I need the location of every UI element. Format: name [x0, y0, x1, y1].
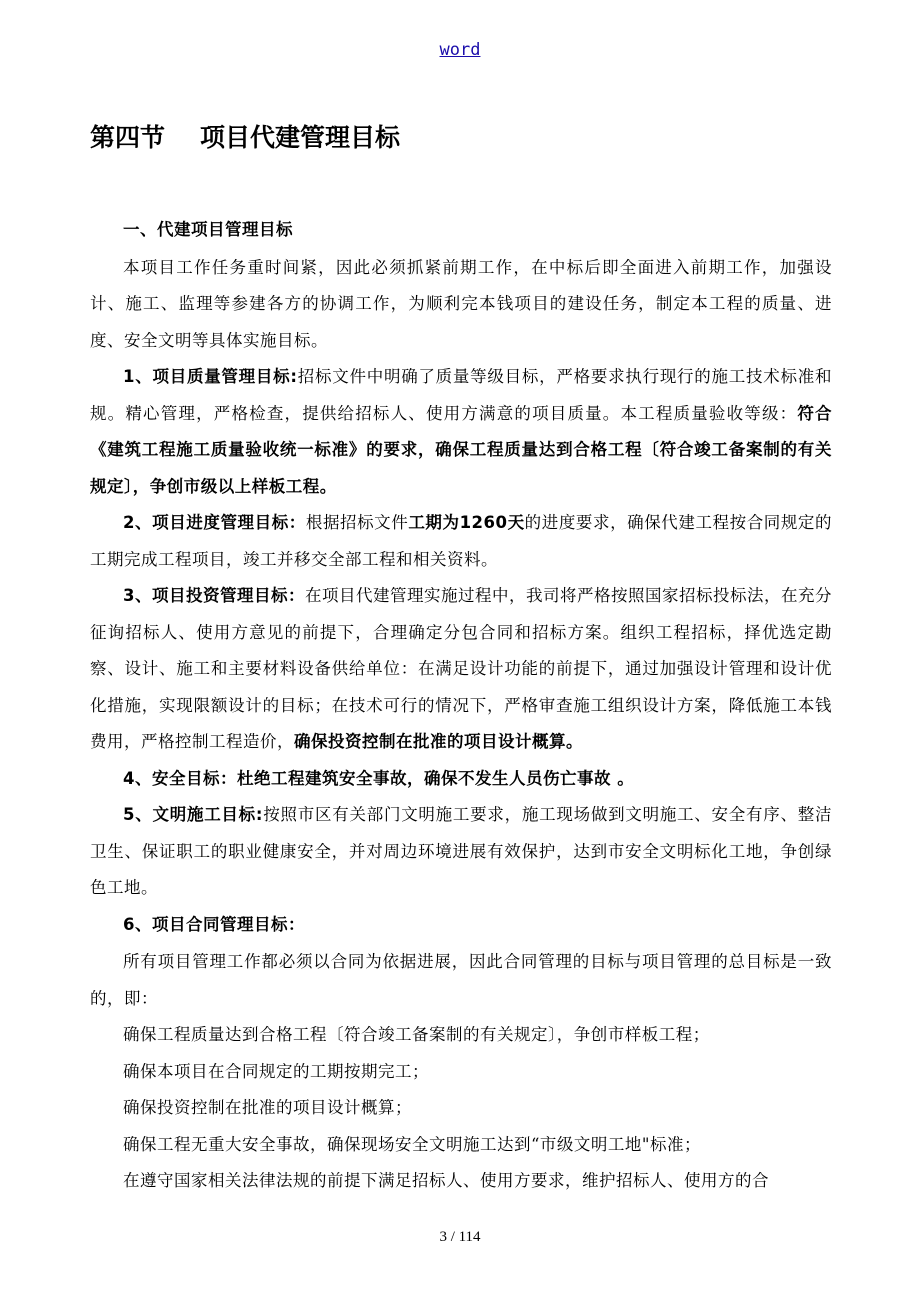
quality-text: 招标文件中明确了质量等级目标，严格要求执行现行的施工技术标准和规。精心管理，严格检查，提供给招标人、使用方满意的项目质量。本工程质量验收等级： — [90, 367, 832, 423]
document-body — [90, 212, 832, 1200]
intro-paragraph: 本项目工作任务重时间紧，因此必须抓紧前期工作，在中标后即全面进入前期工作，加强设计、施工、监理等参建各方的协调工作，为顺利完本钱项目的建设任务，制定本工程的质量、进度、安全文明等具体实施目标。 — [90, 257, 832, 350]
page-number: 3 / 114 — [439, 1229, 481, 1245]
contract-item: 确保工程质量达到合格工程〔符合竣工备案制的有关规定〕，争创市样板工程； — [123, 1025, 710, 1044]
contract-item: 确保本项目在合同规定的工期按期完工； — [123, 1061, 429, 1081]
quality-bold: 符合《建筑工程施工质量验收统一标准》的要求，确保工程质量达到合格工程〔符合竣工备案制的有关规定〕，争创市级以上样板工程。 — [90, 403, 833, 496]
quality-paragraph — [90, 359, 832, 505]
civilized-paragraph — [90, 797, 832, 907]
contract-item: 在遵守国家相关法律法规的前提下满足招标人、使用方要求，维护招标人、使用方的合 — [123, 1171, 769, 1190]
investment-label: 3、项目投资管理目标： — [123, 586, 305, 605]
schedule-label: 2、项目进度管理目标： — [123, 513, 306, 532]
investment-text: 在项目代建管理实施过程中，我司将严格按照国家招标投标法，在充分征询招标人、使用方意见的前提下，合理确定分包合同和招标方案。组织工程招标，择优选定勘察、设计、施工和主要材料设备供给单位：在满足设计功能的前提下，通过加强设计管理和设计优化措施，实现限额设计的目标；在技术可行的情况下，严格审查施工组织设计方案，降低施工本钱费用，严格控制工程造价， — [90, 586, 833, 751]
section-number: 第四节 — [90, 123, 166, 152]
safety-text: 4、安全目标：杜绝工程建筑安全事故，确保不发生人员伤亡事故 。 — [123, 768, 635, 788]
investment-bold: 确保投资控制在批准的项目设计概算。 — [294, 732, 583, 751]
schedule-bold: 工期为1260天 — [408, 513, 525, 532]
contract-item: 确保工程无重大安全事故，确保现场安全文明施工达到“市级文明工地"标准； — [123, 1134, 702, 1154]
quality-label: 1、项目质量管理目标: — [123, 367, 298, 386]
contract-heading: 6、项目合同管理目标： — [123, 914, 305, 934]
section-title — [90, 118, 400, 154]
subsection-heading: 一、代建项目管理目标 — [123, 220, 293, 239]
investment-paragraph — [90, 578, 832, 761]
safety-paragraph — [90, 761, 832, 798]
schedule-post: 的进度要求，确保代建工程按合同规定的工期完成工程项目，竣工并移交全部工程和相关资料。 — [90, 513, 833, 569]
civilized-text: 按照市区有关部门文明施工要求，施工现场做到文明施工、安全有序、整洁卫生、保证职工的职业健康安全，并对周边环境进展有效保护，达到市安全文明标化工地，争创绿色工地。 — [90, 805, 832, 897]
schedule-pre: 根据招标文件 — [305, 513, 409, 532]
contract-item: 确保投资控制在批准的项目设计概算； — [123, 1098, 412, 1117]
header-word-link[interactable]: word — [439, 40, 481, 60]
schedule-paragraph — [90, 505, 832, 578]
section-title-text: 项目代建管理目标 — [200, 123, 401, 152]
civilized-label: 5、文明施工目标: — [123, 805, 264, 824]
contract-intro: 所有项目管理工作都必须以合同为依据进展，因此合同管理的目标与项目管理的总目标是一致的，即： — [90, 952, 832, 1008]
